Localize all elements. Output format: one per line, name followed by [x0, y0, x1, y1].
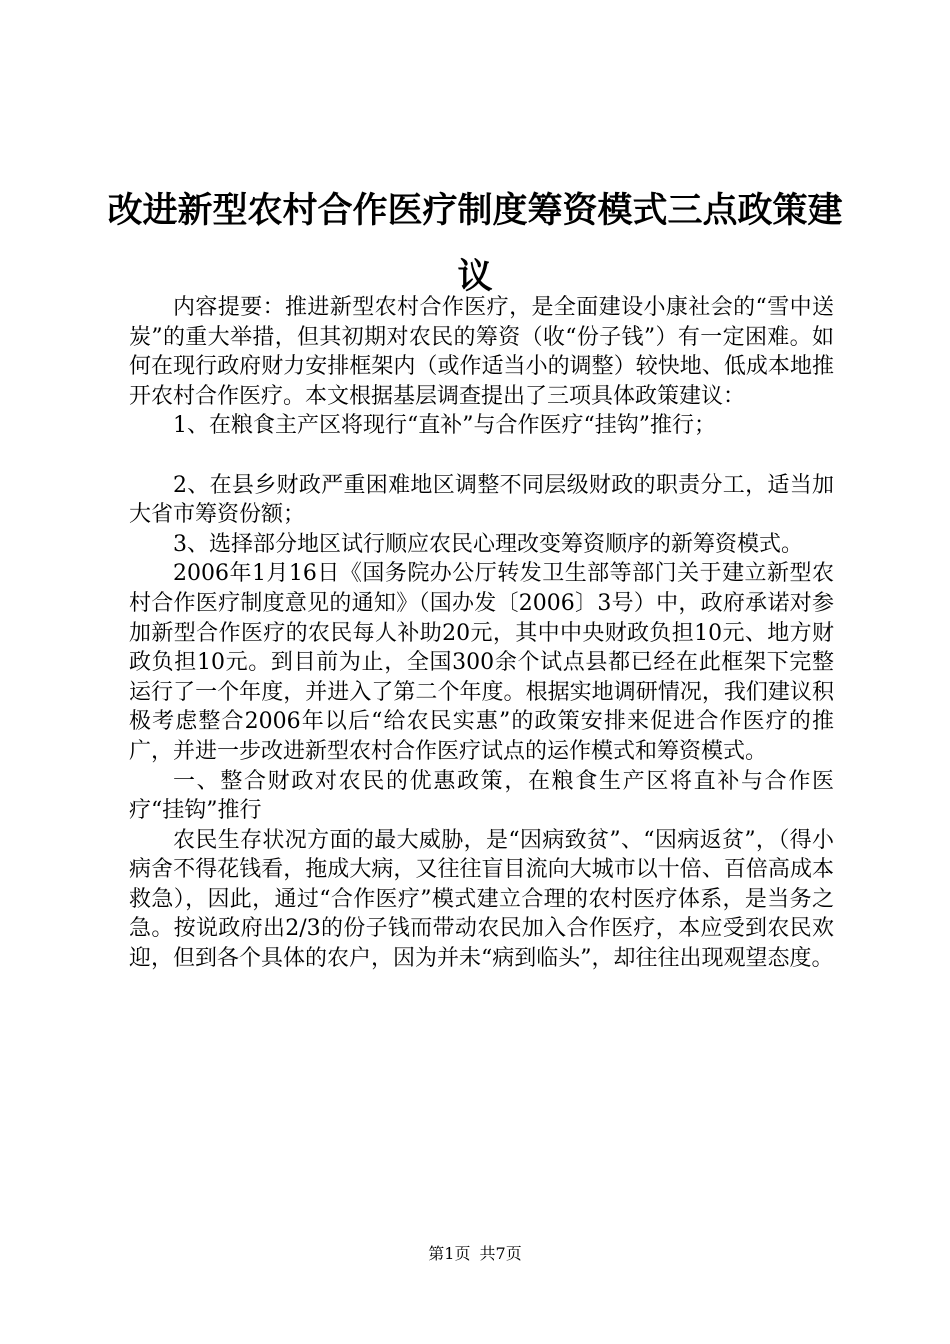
body-paragraph: 2006年1月16日《国务院办公厅转发卫生部等部门关于建立新型农村合作医疗制度意见的通知》（国办发〔2006〕3号）中，政府承诺对参加新型合作医疗的农民每人补助20元，其中中央财政负担10元、地方财政负担10元。到目前为止，全国300余个试点县都已经在此框架下完整运行了一个年度，并进入了第二个年度。根据实地调研情况，我们建议积极考虑整合2006年以后“给农民实惠”的政策安排来促进合作医疗的推广，并进一步改进新型农村合作医疗试点的运作模式和筹资模式。	[129, 561, 834, 764]
section-heading: 一、整合财政对农民的优惠政策，在粮食生产区将直补与合作医疗“挂钩”推行	[129, 768, 834, 824]
page-number: 第1页	[428, 1244, 471, 1263]
suggestion-3: 3、选择部分地区试行顺应农民心理改变筹资顺序的新筹资模式。	[173, 531, 803, 557]
document-title: 改进新型农村合作医疗制度筹资模式三点政策建议	[107, 191, 843, 297]
page-footer	[0, 1244, 950, 1264]
body-paragraph: 农民生存状况方面的最大威胁，是“因病致贫”、“因病返贫”，（得小病舍不得花钱看，拖成大病，又往往盲目流向大城市以十倍、百倍高成本救急），因此，通过“合作医疗”模式建立合理的农村医疗体系，是当务之急。按说政府出2/3的份子钱而带动农民加入合作医疗，本应受到农民欢迎，但到各个具体的农户，因为并未“病到临头”，却往往出现观望态度。	[129, 827, 834, 972]
abstract-paragraph: 内容提要：推进新型农村合作医疗，是全面建设小康社会的“雪中送炭”的重大举措，但其初期对农民的筹资（收“份子钱”）有一定困难。如何在现行政府财力安排框架内（或作适当小的调整）较快地、低成本地推开农村合作医疗。本文根据基层调查提出了三项具体政策建议：	[129, 295, 834, 409]
document-body	[129, 293, 834, 974]
suggestion-1: 1、在粮食主产区将现行“直补”与合作医疗“挂钩”推行；	[173, 413, 716, 439]
suggestion-2: 2、在县乡财政严重困难地区调整不同层级财政的职责分工，适当加大省市筹资份额；	[129, 472, 834, 528]
page-total: 共7页	[479, 1244, 522, 1263]
